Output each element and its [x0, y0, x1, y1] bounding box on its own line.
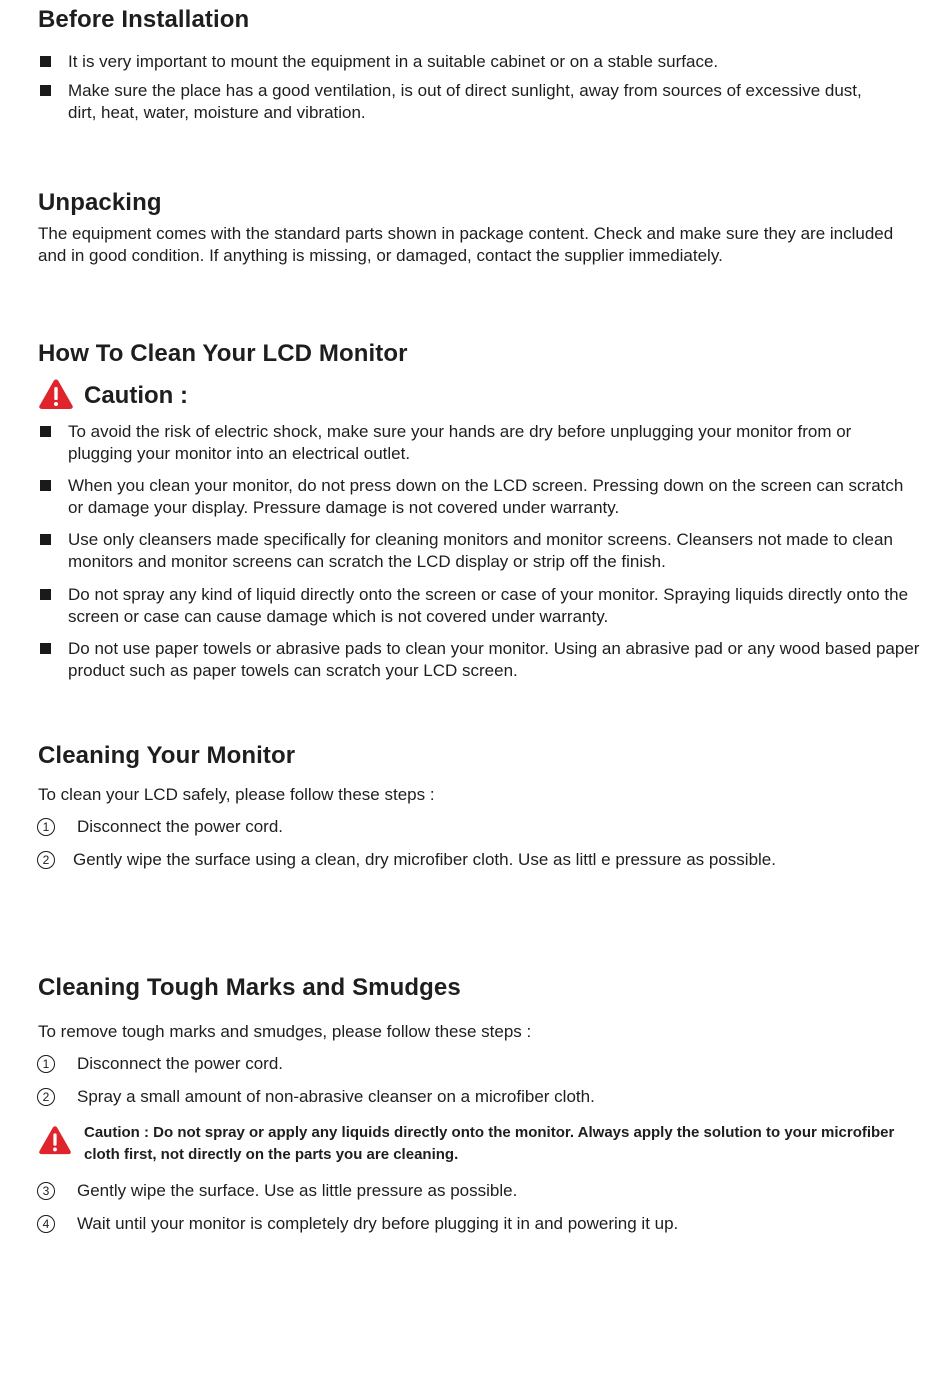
- bullet-text: It is very important to mount the equipment in a suitable cabinet or on a stable surface.: [68, 52, 719, 71]
- heading-clean-lcd: How To Clean Your LCD Monitor: [38, 340, 408, 367]
- step-text: Disconnect the power cord.: [77, 817, 283, 836]
- circled-number-icon: 4: [37, 1215, 55, 1233]
- bullet-text: Make sure the place has a good ventilation, is out of direct sunlight, away from sources of excessive dust, dirt, heat, water, moisture and vibration.: [68, 81, 862, 122]
- step-text: Wait until your monitor is completely dry before plugging it in and powering it up.: [77, 1214, 679, 1233]
- square-bullet-icon: [40, 480, 51, 491]
- heading-unpacking: Unpacking: [38, 189, 162, 216]
- circled-number-icon: 1: [37, 818, 55, 836]
- square-bullet-icon: [40, 85, 51, 96]
- square-bullet-icon: [40, 589, 51, 600]
- heading-before-installation: Before Installation: [38, 6, 250, 33]
- caution-row: [38, 378, 338, 412]
- caution-note-text: Caution : Do not spray or apply any liquids directly onto the monitor. Always apply the solution to your microfiber cloth first, not directly on the parts you are cleaning.: [84, 1124, 895, 1163]
- step-item: [37, 1215, 930, 1239]
- step-item: [37, 1182, 930, 1206]
- square-bullet-icon: [40, 643, 51, 654]
- square-bullet-icon: [40, 56, 51, 67]
- step-text: Gently wipe the surface using a clean, dry microfiber cloth. Use as littl e pressure as possible.: [73, 850, 776, 869]
- bullet-text: Do not use paper towels or abrasive pads to clean your monitor. Using an abrasive pad or any wood based paper product such as paper towels can scratch your LCD screen.: [68, 639, 920, 680]
- bullet-text: When you clean your monitor, do not press down on the LCD screen. Pressing down on the screen can scratch or damage your display. Pressure damage is not covered under warranty.: [68, 476, 904, 517]
- circled-number-icon: 1: [37, 1055, 55, 1073]
- bullet-text: To avoid the risk of electric shock, make sure your hands are dry before unplugging your monitor from or plugging your monitor into an electrical outlet.: [68, 422, 861, 463]
- cleaning-monitor-intro: To clean your LCD safely, please follow these steps :: [38, 785, 435, 804]
- warning-triangle-icon: [38, 378, 74, 410]
- unpacking-text: The equipment comes with the standard parts shown in package content. Check and make sure they are included and in good condition. If anything is missing, or damaged, contact the supplier immediately.: [38, 224, 894, 265]
- step-item: [37, 1055, 930, 1079]
- circled-number-icon: 2: [37, 1088, 55, 1106]
- step-text: Disconnect the power cord.: [77, 1054, 283, 1073]
- tough-marks-intro: To remove tough marks and smudges, please follow these steps :: [38, 1022, 532, 1041]
- circled-number-icon: 3: [37, 1182, 55, 1200]
- heading-tough-marks: Cleaning Tough Marks and Smudges: [38, 974, 461, 1001]
- step-item: [37, 851, 930, 875]
- heading-cleaning-monitor: Cleaning Your Monitor: [38, 742, 296, 769]
- step-item: [37, 1088, 930, 1112]
- bullet-text: Use only cleansers made specifically for cleaning monitors and monitor screens. Cleansers not made to clean monitors and monitor screens can scratch the LCD display or strip off the finish.: [68, 530, 893, 571]
- square-bullet-icon: [40, 426, 51, 437]
- circled-number-icon: 2: [37, 851, 55, 869]
- warning-triangle-icon: [38, 1124, 72, 1156]
- caution-label: Caution :: [84, 382, 188, 409]
- step-text: Spray a small amount of non-abrasive cleanser on a microfiber cloth.: [77, 1087, 595, 1106]
- step-item: [37, 818, 930, 842]
- bullet-text: Do not spray any kind of liquid directly onto the screen or case of your monitor. Spraying liquids directly onto the screen or case can cause damage which is not covered under warranty.: [68, 585, 909, 626]
- step-text: Gently wipe the surface. Use as little pressure as possible.: [77, 1181, 518, 1200]
- square-bullet-icon: [40, 534, 51, 545]
